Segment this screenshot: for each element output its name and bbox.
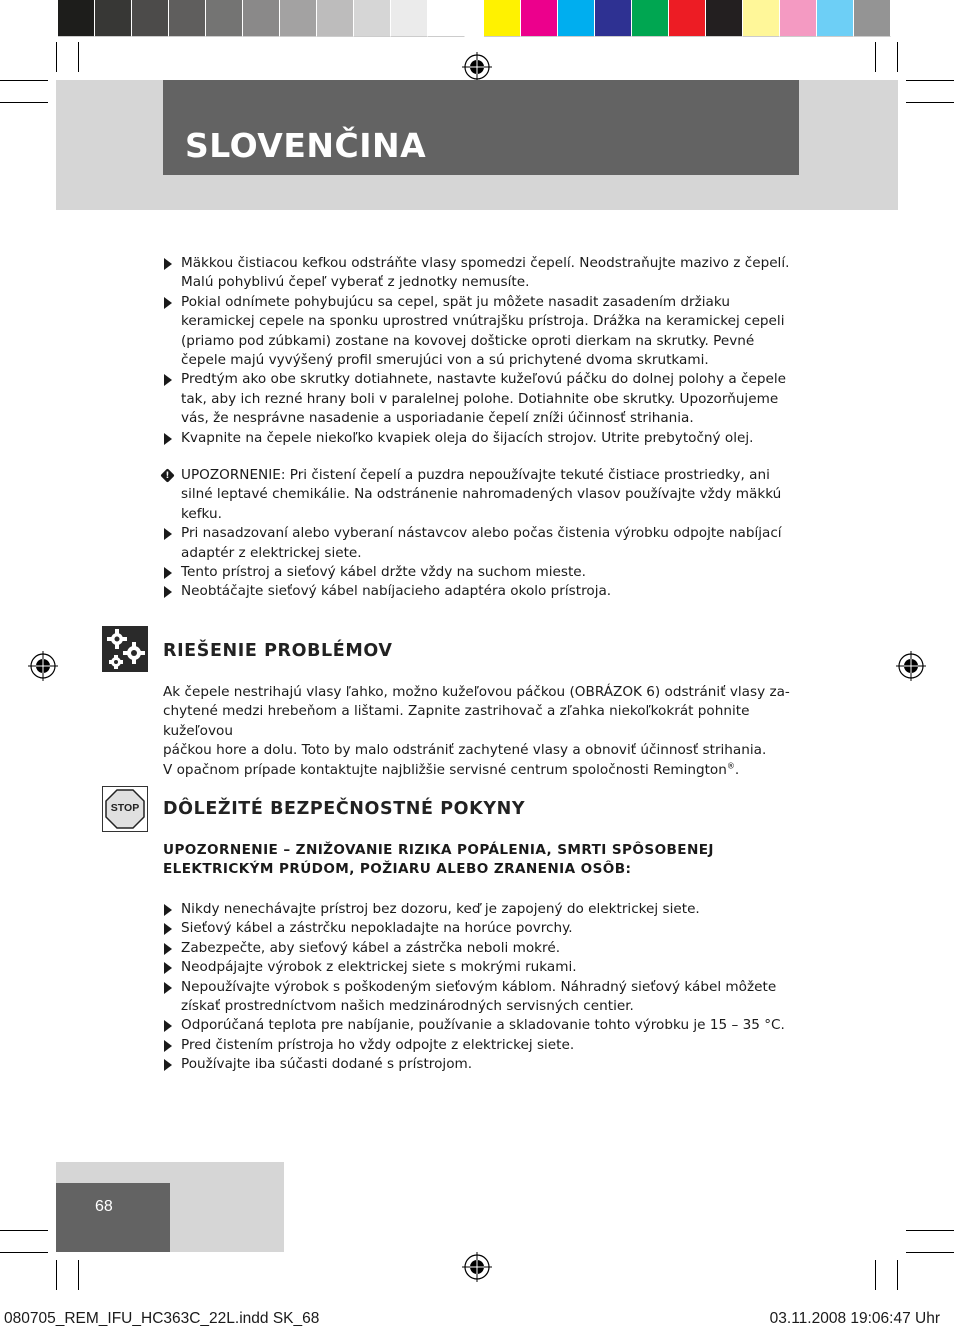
- bullet-triangle-icon: [164, 567, 172, 579]
- crop-mark: [78, 1260, 79, 1290]
- stop-sign-label: STOP: [110, 802, 140, 814]
- color-swatch: [484, 0, 521, 37]
- safety-title: DÔLEŽITÉ BEZPEČNOSTNÉ POKYNY: [163, 799, 526, 819]
- color-swatch: [780, 0, 817, 37]
- bullet-triangle-icon: [164, 297, 172, 309]
- color-swatch: [132, 0, 169, 37]
- color-swatch: [169, 0, 206, 37]
- color-swatch: [706, 0, 743, 37]
- process-color-bar: [484, 0, 891, 38]
- warning-block: [163, 466, 803, 602]
- list-item: Neobtáčajte sieťový kábel nabíjacieho adaptéra okolo prístroja.: [163, 582, 803, 601]
- bullet-triangle-icon: [164, 982, 172, 994]
- list-item: Neodpájajte výrobok z elektrickej siete s mokrými rukami.: [163, 958, 803, 977]
- color-swatch: [854, 0, 891, 37]
- crop-mark: [0, 1230, 48, 1231]
- color-swatch: [669, 0, 706, 37]
- crop-mark: [897, 42, 898, 72]
- color-swatch: [243, 0, 280, 37]
- safety-warning-heading: UPOZORNENIE – ZNIŽOVANIE RIZIKA POPÁLENIA, SMRTI SPÔSOBENEJ ELEKTRICKÝM PRÚDOM, POŽIARU ALEBO ZRANENIA OSÔB:: [163, 842, 714, 877]
- safety-list: [163, 900, 803, 1075]
- crop-mark: [906, 1230, 954, 1231]
- list-item: Kvapnite na čepele niekoľko kvapiek oleja do šijacích strojov. Utrite prebytočný olej.: [163, 429, 803, 448]
- color-swatch: [206, 0, 243, 37]
- page-title: SLOVENČINA: [185, 126, 427, 165]
- list-item: Odporúčaná teplota pre nabíjanie, používanie a skladovanie tohto výrobku je 15 – 35 °C.: [163, 1016, 803, 1035]
- page-number: 68: [95, 1198, 113, 1215]
- color-swatch: [743, 0, 780, 37]
- bullet-triangle-icon: [164, 1059, 172, 1071]
- list-item: Pred čistením prístroja ho vždy odpojte z elektrickej siete.: [163, 1036, 803, 1055]
- crop-mark: [906, 80, 954, 81]
- crop-mark: [875, 1260, 876, 1290]
- page-number-box: [56, 1183, 170, 1252]
- troubleshooting-text: Ak čepele nestrihajú vlasy ľahko, možno kužeľovou páčkou (OBRÁZOK 6) odstrániť vlasy za- chytené medzi hrebeňom a lištami. Zapnite zastrihovač a zľahka niekoľkokrát pohnite kužeľovou páčkou hore a dolu. Toto by malo odstrániť zachytené vlasy a obnoviť účinnosť strihania. V opačnom prípade kontaktujte najbližšie servisné centrum spoločnosti Remington®.: [163, 684, 790, 778]
- list-item: Nikdy nenechávajte prístroj bez dozoru, keď je zapojený do elektrickej siete.: [163, 900, 803, 919]
- color-swatch: [280, 0, 317, 37]
- list-item: Pokial odnímete pohybujúcu sa cepel, spät ju môžete nasadit zasadením držiaku keramickej cepele na sponku uprostred vnútrajšku prístroja. Drážka na keramickej cepeli (priamo pod zúbkami) zostane na kovovej došticke oproti dierkam na skrutky. Pevné čepele majú vyvýšený profil smerujúci von a sú prichytené dvoma skrutkami.: [163, 293, 803, 371]
- color-swatch: [95, 0, 132, 37]
- list-item: Nepoužívajte výrobok s poškodeným sieťovým káblom. Náhradný sieťový kábel môžete získať prostredníctvom našich medzinárodných servisných centier.: [163, 978, 803, 1017]
- bullet-triangle-icon: [164, 962, 172, 974]
- bullet-triangle-icon: [164, 374, 172, 386]
- grayscale-color-bar: [58, 0, 465, 38]
- footer-timestamp: 03.11.2008 19:06:47 Uhr: [769, 1310, 940, 1327]
- footer-file-info: 080705_REM_IFU_HC363C_22L.indd SK_68: [4, 1310, 320, 1327]
- crop-mark: [897, 1260, 898, 1290]
- bullet-triangle-icon: [164, 904, 172, 916]
- crop-mark: [78, 42, 79, 72]
- bullet-triangle-icon: [164, 1040, 172, 1052]
- bullet-triangle-icon: [164, 943, 172, 955]
- gears-icon: [102, 626, 148, 672]
- registration-mark-icon: [462, 1252, 492, 1282]
- bullet-triangle-icon: [164, 586, 172, 598]
- color-swatch: [428, 0, 465, 37]
- crop-mark: [0, 80, 48, 81]
- crop-mark: [906, 1252, 954, 1253]
- crop-mark: [56, 42, 57, 72]
- registration-mark-icon: [462, 52, 492, 82]
- crop-mark: [0, 1252, 48, 1253]
- crop-mark: [906, 102, 954, 103]
- crop-mark: [875, 42, 876, 72]
- bullet-triangle-icon: [164, 433, 172, 445]
- color-swatch: [521, 0, 558, 37]
- list-item: Tento prístroj a sieťový kábel držte vždy na suchom mieste.: [163, 563, 803, 582]
- warning-item: ! UPOZORNENIE: Pri čistení čepelí a puzdra nepoužívajte tekuté čistiace prostriedky, ani silné leptavé chemikálie. Na odstránenie nahromadených vlasov používajte vždy mäkkú kefku.: [163, 466, 803, 524]
- color-swatch: [595, 0, 632, 37]
- registration-mark-icon: [28, 651, 58, 681]
- color-swatch: [817, 0, 854, 37]
- color-swatch: [558, 0, 595, 37]
- bullet-triangle-icon: [164, 1020, 172, 1032]
- list-item: Zabezpečte, aby sieťový kábel a zástrčka neboli mokré.: [163, 939, 803, 958]
- registration-mark-icon: [896, 651, 926, 681]
- crop-mark: [0, 102, 48, 103]
- warning-icon: [160, 468, 174, 482]
- list-item: Predtým ako obe skrutky dotiahnete, nastavte kužeľovú páčku do dolnej polohy a čepele tak, aby ich rezné hrany boli v paralelnej polohe. Dotiahnite obe skrutky. Upozorňujeme vás, že nesprávne nasadenie a usporiadanie čepelí zníži účinnosť strihania.: [163, 370, 803, 428]
- list-item: Mäkkou čistiacou kefkou odstráňte vlasy spomedzi čepelí. Neodstraňujte mazivo z čepelí. Malú pohyblivú čepeľ vyberať z jednotky nemusíte.: [163, 254, 803, 293]
- crop-mark: [56, 1260, 57, 1290]
- list-item: Pri nasadzovaní alebo vyberaní nástavcov alebo počas čistenia výrobku odpojte nabíjací adaptér z elektrickej siete.: [163, 524, 803, 563]
- color-swatch: [391, 0, 428, 37]
- troubleshooting-title: RIEŠENIE PROBLÉMOV: [163, 641, 393, 661]
- color-swatch: [58, 0, 95, 37]
- color-swatch: [632, 0, 669, 37]
- bullet-triangle-icon: [164, 258, 172, 270]
- bullet-triangle-icon: [164, 923, 172, 935]
- care-instructions: [163, 254, 803, 448]
- color-swatch: [317, 0, 354, 37]
- bullet-triangle-icon: [164, 528, 172, 540]
- list-item: Používajte iba súčasti dodané s prístrojom.: [163, 1055, 803, 1074]
- color-swatch: [354, 0, 391, 37]
- list-item: Sieťový kábel a zástrčku nepokladajte na horúce povrchy.: [163, 919, 803, 938]
